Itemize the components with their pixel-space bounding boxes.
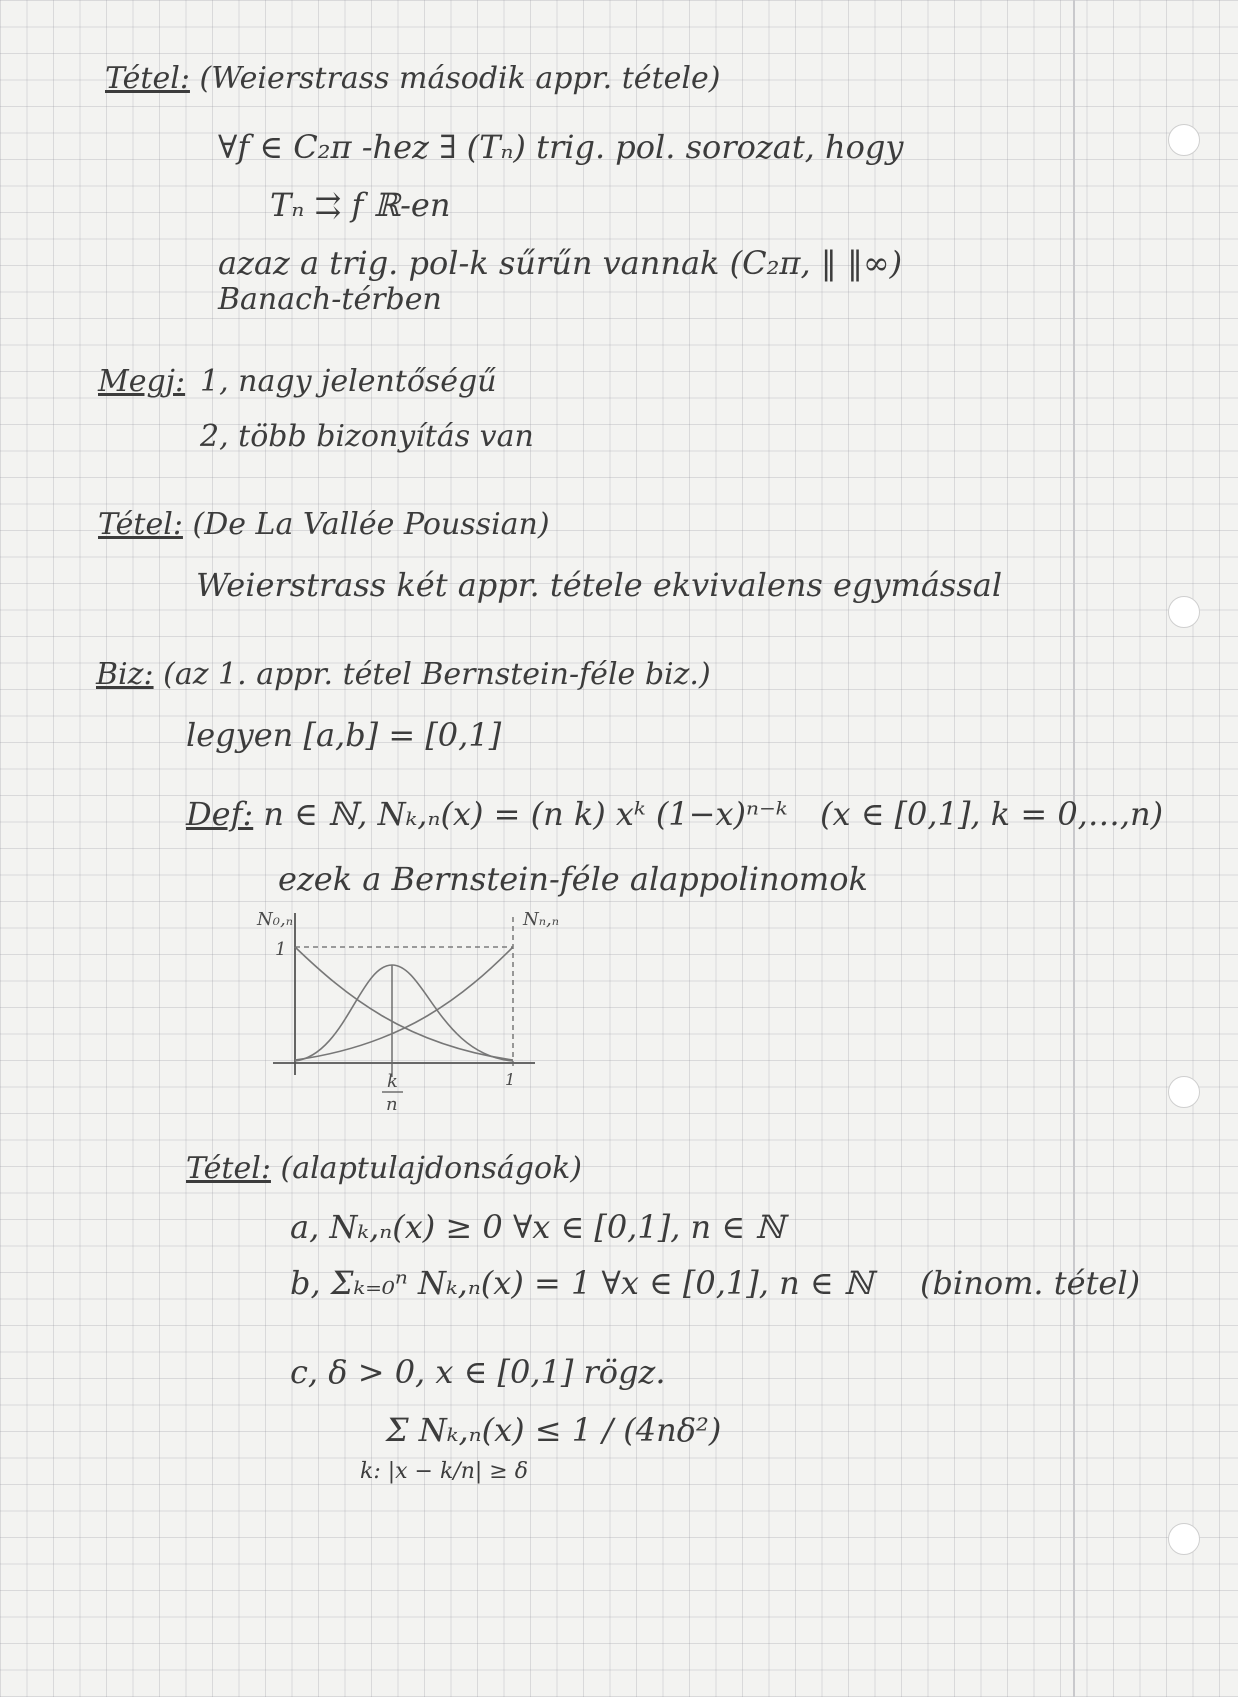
graph-k-num: k (387, 1071, 398, 1092)
graph-tick-x: 1 (505, 1070, 516, 1089)
property-a: a, Nₖ,ₙ(x) ≥ 0 ∀x ∈ [0,1], n ∈ ℕ (290, 1208, 785, 1246)
property-c-formula: Σ Nₖ,ₙ(x) ≤ 1 / (4nδ²) (386, 1411, 722, 1449)
graph-label-right: Nₙ,ₙ (523, 909, 560, 930)
theorem-label: Tétel: (105, 61, 190, 96)
theorem-title: (De La Vallée Poussian) (192, 507, 550, 542)
binder-hole (1168, 1523, 1200, 1555)
remark-item: 2, több bizonyítás van (200, 419, 534, 454)
definition-domain: (x ∈ [0,1], k = 0,…,n) (820, 795, 1164, 833)
property-c-subscript: k: |x − k/n| ≥ δ (360, 1459, 528, 1484)
theorem-title: (alaptulajdonságok) (280, 1151, 582, 1186)
graph-tick-y: 1 (275, 939, 287, 960)
proof-heading (96, 658, 711, 691)
theorem1-line2: Tₙ ⇉ f ℝ-en (270, 186, 451, 224)
graph-label-left: N₀,ₙ (257, 909, 293, 930)
theorem-label: Tétel: (98, 507, 183, 542)
proof-line1: legyen [a,b] = [0,1] (186, 716, 502, 754)
bernstein-basis-graph (255, 905, 560, 1120)
proof-label: Biz: (96, 657, 154, 692)
theorem3-heading (186, 1152, 582, 1185)
property-b: b, Σₖ₌₀ⁿ Nₖ,ₙ(x) = 1 ∀x ∈ [0,1], n ∈ ℕ (290, 1264, 873, 1302)
theorem1-line4: Banach-térben (218, 282, 442, 317)
theorem-title: (Weierstrass második appr. tétele) (199, 61, 721, 96)
definition-label: Def: (186, 795, 254, 833)
remark-label (98, 365, 185, 398)
theorem2-heading (98, 508, 550, 541)
definition-line2: ezek a Bernstein-féle alappolinomok (278, 860, 868, 898)
theorem1-heading (105, 62, 720, 95)
remark-label-text: Megj: (98, 364, 186, 399)
definition-formula: n ∈ ℕ, Nₖ,ₙ(x) = (n k) xᵏ (1−x)ⁿ⁻ᵏ (263, 795, 788, 833)
curve-Nkn (295, 965, 513, 1061)
theorem1-line1: ∀f ∈ C₂π -hez ∃ (Tₙ) trig. pol. sorozat, hogy (218, 128, 904, 166)
theorem1-line3: azaz a trig. pol-k sűrűn vannak (C₂π, ‖ ‖∞) (218, 244, 903, 282)
binder-hole (1168, 596, 1200, 628)
proof-title: (az 1. appr. tétel Bernstein-féle biz.) (163, 657, 711, 692)
margin-line (1073, 0, 1075, 1697)
remark-item: 1, nagy jelentőségű (200, 364, 497, 399)
theorem-label: Tétel: (186, 1151, 271, 1186)
theorem2-line1: Weierstrass két appr. tétele ekvivalens egymással (196, 566, 1003, 604)
property-c: c, δ > 0, x ∈ [0,1] rögz. (290, 1353, 666, 1391)
binder-hole (1168, 1076, 1200, 1108)
definition-line (186, 797, 788, 832)
graph-k-den: n (386, 1094, 398, 1115)
property-b-note: (binom. tétel) (920, 1264, 1141, 1302)
binder-hole (1168, 124, 1200, 156)
